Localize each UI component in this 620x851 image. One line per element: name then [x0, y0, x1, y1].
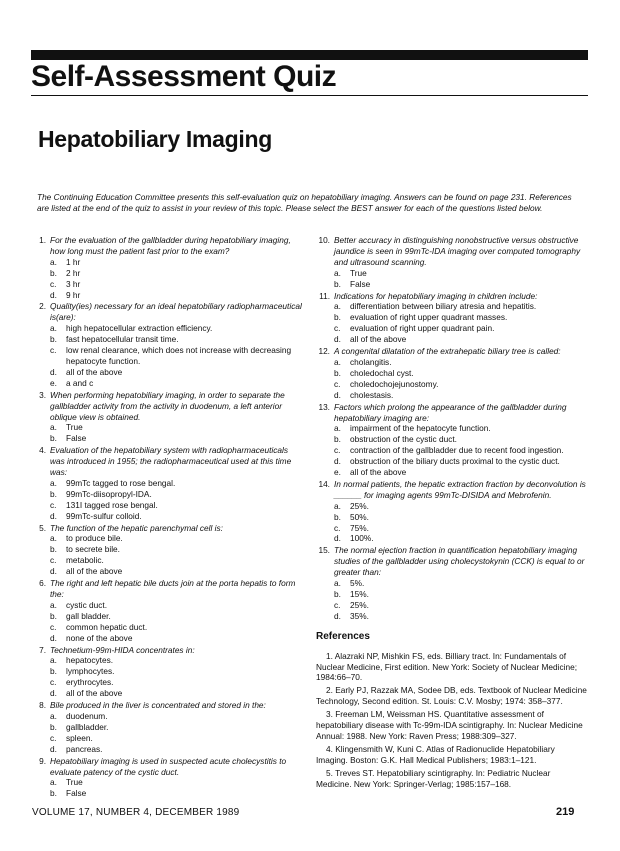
question-text: For the evaluation of the gallbladder during hepatobiliary imaging, how long must the patient fast prior to the exam? — [50, 235, 291, 256]
title-rule — [31, 95, 588, 96]
answer-option — [50, 711, 302, 722]
reference-entry: 5. Treves ST. Hepatobiliary scintigraphy. In: Pediatric Nuclear Medicine. New York: Springer-Verlag; 1985:157–168. — [316, 767, 551, 789]
answer-option — [50, 334, 302, 345]
option-text: cystic duct. — [66, 599, 108, 610]
answer-option — [334, 456, 588, 467]
answer-option — [334, 301, 588, 312]
option-text: all of the above — [66, 366, 123, 377]
page-title: Self-Assessment Quiz — [31, 60, 337, 93]
option-text: evaluation of right upper quadrant pain. — [350, 323, 495, 334]
option-text: metabolic. — [66, 555, 104, 566]
option-letter: a. — [50, 323, 57, 334]
question-text: In normal patients, the hepatic extraction fraction by deconvolution is ______ for imaging agents 99mTc-DISIDA and Mebrofenin. — [334, 478, 586, 500]
answer-option — [50, 433, 302, 444]
answer-option — [334, 578, 588, 589]
option-text: choledochojejunostomy. — [350, 378, 439, 389]
answer-option — [50, 666, 302, 677]
answer-option — [50, 511, 302, 522]
option-letter: b. — [50, 433, 57, 444]
option-letter: d. — [50, 289, 57, 300]
question-text: When performing hepatobiliary imaging, in order to separate the gallbladder activity from the activity in duodenum, a left anterior oblique view is obtained. — [50, 389, 285, 422]
option-text: to produce bile. — [66, 533, 123, 544]
answer-option — [334, 523, 588, 534]
option-text: impairment of the hepatocyte function. — [350, 423, 491, 434]
page-number: 219 — [556, 806, 575, 818]
option-text: pancreas. — [66, 743, 103, 754]
option-text: 2 hr — [66, 267, 81, 278]
quiz-question — [316, 479, 588, 544]
option-text: 99mTc-diisopropyl-IDA. — [66, 488, 152, 499]
option-letter: d. — [50, 366, 57, 377]
option-text: 15%. — [350, 589, 369, 599]
option-text: 25%. — [350, 500, 369, 511]
option-letter: b. — [334, 312, 341, 323]
option-letter: c. — [334, 378, 341, 389]
quiz-question — [32, 578, 302, 643]
quiz-question — [32, 445, 302, 521]
option-text: cholestasis. — [350, 389, 394, 400]
option-text: none of the above — [66, 632, 133, 643]
question-text: The right and left hepatic bile ducts join at the porta hepatis to form the: — [50, 578, 296, 599]
option-letter: a. — [334, 500, 341, 511]
answer-option — [334, 323, 588, 334]
answer-option — [334, 379, 588, 390]
option-letter: a. — [334, 267, 341, 278]
option-text: cholangitis. — [350, 356, 392, 367]
option-letter: e. — [334, 467, 341, 478]
option-letter: b. — [50, 267, 57, 278]
answer-option — [50, 688, 302, 699]
question-number: 2. — [39, 301, 46, 312]
question-text: Bile produced in the liver is concentrated and stored in the: — [50, 700, 266, 711]
answer-option — [334, 423, 588, 434]
option-text: fast hepatocellular transit time. — [66, 334, 179, 345]
question-number: 8. — [39, 700, 46, 711]
option-letter: e. — [50, 377, 57, 388]
question-number: 4. — [39, 445, 46, 456]
option-text: spleen. — [66, 732, 93, 743]
quiz-question — [32, 390, 302, 445]
answer-option — [50, 622, 302, 633]
option-text: True — [66, 422, 83, 433]
question-number: 3. — [39, 389, 46, 400]
option-text: 99mTc tagged to rose bengal. — [66, 477, 176, 488]
option-letter: a. — [334, 423, 341, 434]
option-text: duodenum. — [66, 710, 108, 721]
option-letter: d. — [50, 510, 57, 521]
option-letter: b. — [50, 666, 57, 677]
option-text: lymphocytes. — [66, 666, 115, 677]
option-text: 50%. — [350, 511, 369, 522]
answer-option — [50, 489, 302, 500]
option-text: evaluation of right upper quadrant masses. — [350, 312, 508, 323]
answer-option — [334, 390, 588, 401]
option-text: 131I tagged rose bengal. — [66, 499, 158, 510]
question-number: 10. — [318, 235, 330, 245]
option-text: all of the above — [66, 566, 123, 577]
answer-option — [50, 378, 302, 389]
journal-footer: VOLUME 17, NUMBER 4, DECEMBER 1989 — [32, 807, 240, 818]
question-number: 9. — [39, 755, 46, 766]
option-text: 3 hr — [66, 278, 81, 289]
option-letter: c. — [50, 345, 57, 356]
question-text: A congenital dilatation of the extrahepatic biliary tree is called: — [334, 346, 561, 357]
answer-option — [50, 600, 302, 611]
question-number: 13. — [318, 401, 330, 412]
answer-option — [334, 279, 588, 290]
option-text: a and c — [66, 377, 94, 388]
reference-entry: 1. Alazraki NP, Mishkin FS, eds. Billiary tract. In: Fundamentals of Nuclear Medicine, First edition. New York: Society of Nuclear Medicine; 1984:66–70. — [316, 650, 578, 683]
option-letter: b. — [50, 488, 57, 499]
question-number: 12. — [318, 346, 330, 357]
option-letter: c. — [50, 677, 57, 688]
option-letter: a. — [50, 710, 57, 721]
option-letter: b. — [334, 278, 341, 289]
option-letter: b. — [334, 511, 341, 522]
option-letter: d. — [334, 456, 341, 467]
answer-option — [50, 500, 302, 511]
option-letter: d. — [334, 389, 341, 400]
option-text: all of the above — [350, 334, 407, 345]
option-letter: c. — [334, 522, 341, 533]
option-letter: a. — [50, 655, 57, 666]
option-letter: b. — [50, 610, 57, 621]
answer-option — [334, 334, 588, 345]
question-text: Indications for hepatobiliary imaging in children include: — [334, 290, 538, 301]
answer-option — [50, 722, 302, 733]
option-letter: b. — [50, 334, 57, 345]
option-letter: d. — [50, 632, 57, 643]
question-number: 5. — [39, 522, 46, 533]
option-letter: a. — [334, 301, 341, 312]
question-text: Quality(ies) necessary for an ideal hepatobiliary radiopharmaceutical is(are): — [50, 301, 302, 323]
option-letter: a. — [334, 356, 341, 367]
question-text: Hepatobiliary imaging is used in suspected acute cholecystitis to evaluate patency of the cystic duct. — [50, 755, 287, 777]
quiz-question — [32, 645, 302, 700]
question-text: Factors which prolong the appearance of the gallbladder during hepatobiliary imaging are: — [334, 401, 567, 423]
option-letter: a. — [50, 477, 57, 488]
question-number: 7. — [39, 644, 46, 655]
option-text: 1 hr — [66, 256, 81, 267]
option-letter: c. — [334, 323, 341, 334]
answer-option — [334, 467, 588, 478]
reference-entry: 2. Early PJ, Razzak MA, Sodee DB, eds. Textbook of Nuclear Medicine Technology, Second edition. St. Louis: C.V. Mosby; 1974: 358–377. — [316, 685, 587, 707]
answer-option — [334, 312, 588, 323]
answer-option — [50, 566, 302, 577]
answer-option — [50, 633, 302, 644]
option-text: True — [350, 267, 367, 278]
option-text: 25%. — [350, 599, 369, 610]
option-letter: d. — [334, 334, 341, 345]
option-text: 9 hr — [66, 289, 81, 300]
answer-option — [50, 733, 302, 744]
answer-option — [50, 268, 302, 279]
left-column — [32, 235, 302, 800]
option-text: False — [350, 278, 371, 289]
question-number: 14. — [318, 478, 330, 489]
header-bar — [31, 50, 588, 60]
question-number: 11. — [319, 290, 330, 301]
option-text: False — [66, 433, 87, 444]
reference-entry: 3. Freeman LM, Weissman HS. Quantitative assessment of hepatobiliary disease with Tc-99m-IDA scintigraphy. In: Nuclear Medicine Annual: 1988. New York: Raven Press; 1988:309–327. — [316, 709, 583, 741]
answer-option — [50, 533, 302, 544]
option-letter: c. — [50, 499, 57, 510]
option-letter: c. — [50, 621, 57, 632]
option-letter: a. — [50, 533, 57, 544]
answer-option — [334, 501, 588, 512]
answer-option — [50, 345, 302, 367]
option-text: obstruction of the cystic duct. — [350, 434, 457, 445]
option-text: common hepatic duct. — [66, 621, 148, 632]
option-letter: a. — [50, 422, 57, 433]
references-list — [316, 651, 588, 790]
quiz-question — [32, 235, 302, 300]
question-number: 1. — [39, 235, 46, 245]
answer-option — [50, 279, 302, 290]
question-text: The function of the hepatic parenchymal cell is: — [50, 522, 223, 533]
option-text: True — [66, 777, 83, 788]
quiz-question — [32, 700, 302, 755]
option-text: contraction of the gallbladder due to recent food ingestion. — [350, 445, 564, 456]
option-text: differentiation between biliary atresia and hepatitis. — [350, 301, 537, 312]
option-letter: c. — [50, 278, 57, 289]
option-text: gall bladder. — [66, 610, 111, 621]
question-text: Better accuracy in distinguishing nonobstructive versus obstructive jaundice is seen in 99mTc-IDA imaging over computed tomography and ultrasound scanning. — [334, 235, 581, 267]
question-number: 6. — [39, 578, 46, 589]
answer-option — [334, 512, 588, 523]
option-text: obstruction of the biliary ducts proximal to the cystic duct. — [350, 456, 560, 467]
answer-option — [334, 611, 588, 622]
answer-option — [50, 257, 302, 268]
answer-option — [50, 788, 302, 799]
option-text: gallbladder. — [66, 721, 109, 732]
option-text: 99mTc-sulfur colloid. — [66, 510, 142, 521]
option-letter: a. — [50, 777, 57, 788]
question-text: The normal ejection fraction in quantification hepatobiliary imaging studies of the gallbladder using cholecystokynin (CCK) is equal to or greater than: — [334, 545, 585, 578]
option-text: low renal clearance, which does not increase with decreasing hepatocyte function. — [66, 345, 292, 366]
quiz-question — [316, 545, 588, 621]
question-number: 15. — [318, 545, 330, 556]
answer-option — [50, 611, 302, 622]
answer-option — [50, 777, 302, 788]
option-text: erythrocytes. — [66, 677, 114, 688]
answer-option — [334, 357, 588, 368]
answer-option — [50, 555, 302, 566]
option-text: to secrete bile. — [66, 544, 120, 555]
option-text: 35%. — [350, 610, 369, 621]
option-letter: b. — [334, 589, 341, 599]
option-letter: c. — [50, 555, 57, 566]
answer-option — [50, 744, 302, 755]
answer-option — [334, 434, 588, 445]
option-text: high hepatocellular extraction efficiency. — [66, 323, 213, 334]
answer-option — [334, 600, 588, 611]
option-letter: b. — [50, 788, 57, 799]
option-letter: a. — [50, 599, 57, 610]
option-text: 5%. — [350, 578, 365, 589]
option-letter: c. — [50, 732, 57, 743]
option-letter: d. — [50, 566, 57, 577]
quiz-question — [316, 291, 588, 346]
option-text: hepatocytes. — [66, 655, 114, 666]
option-letter: c. — [334, 599, 341, 610]
reference-entry: 4. Klingensmith W, Kuni C. Atlas of Radionuclide Hepatobiliary Imaging. Boston: G.K. Hall Medical Publishers; 1983:1–121. — [316, 743, 555, 765]
option-text: False — [66, 788, 87, 799]
option-letter: b. — [50, 544, 57, 555]
option-text: 100%. — [350, 533, 374, 544]
option-letter: b. — [334, 367, 341, 378]
quiz-question — [316, 346, 588, 401]
quiz-question — [316, 402, 588, 478]
option-letter: d. — [50, 688, 57, 699]
answer-option — [334, 589, 588, 600]
question-text: Evaluation of the hepatobiliary system with radiopharmaceuticals was introduced in 1955; the radiopharmaceutical used at this time was: — [50, 445, 292, 478]
option-letter: d. — [50, 743, 57, 754]
answer-option — [334, 268, 588, 279]
quiz-topic-heading: Hepatobiliary Imaging — [38, 126, 272, 152]
option-text: 75%. — [350, 522, 369, 533]
answer-option — [334, 445, 588, 456]
answer-option — [50, 323, 302, 334]
option-letter: d. — [334, 533, 341, 544]
option-text: all of the above — [350, 467, 407, 478]
references-heading: References — [316, 630, 370, 642]
quiz-question — [316, 235, 588, 290]
answer-option — [50, 677, 302, 688]
answer-option — [334, 533, 588, 544]
option-text: choledochal cyst. — [350, 367, 414, 378]
answer-option — [50, 422, 302, 433]
intro-paragraph: The Continuing Education Committee presents this self-evaluation quiz on hepatobiliary imaging. Answers can be found on page 231. References are listed at the end of the quiz to assist in your review of this topic. Please select the BEST answer for each of the questions listed below. — [37, 192, 572, 213]
option-letter: a. — [334, 578, 341, 589]
option-letter: d. — [334, 610, 341, 621]
option-text: all of the above — [66, 688, 123, 699]
quiz-question — [32, 523, 302, 578]
answer-option — [50, 290, 302, 301]
answer-option — [50, 655, 302, 666]
question-text: Technetium-99m-HIDA concentrates in: — [50, 644, 195, 655]
option-letter: b. — [334, 434, 341, 445]
right-column — [316, 235, 588, 792]
option-letter: a. — [50, 256, 57, 267]
answer-option — [50, 478, 302, 489]
quiz-question — [32, 301, 302, 388]
answer-option — [334, 368, 588, 379]
answer-option — [50, 544, 302, 555]
quiz-question — [32, 756, 302, 800]
answer-option — [50, 367, 302, 378]
option-letter: c. — [334, 445, 341, 456]
option-letter: b. — [50, 721, 57, 732]
